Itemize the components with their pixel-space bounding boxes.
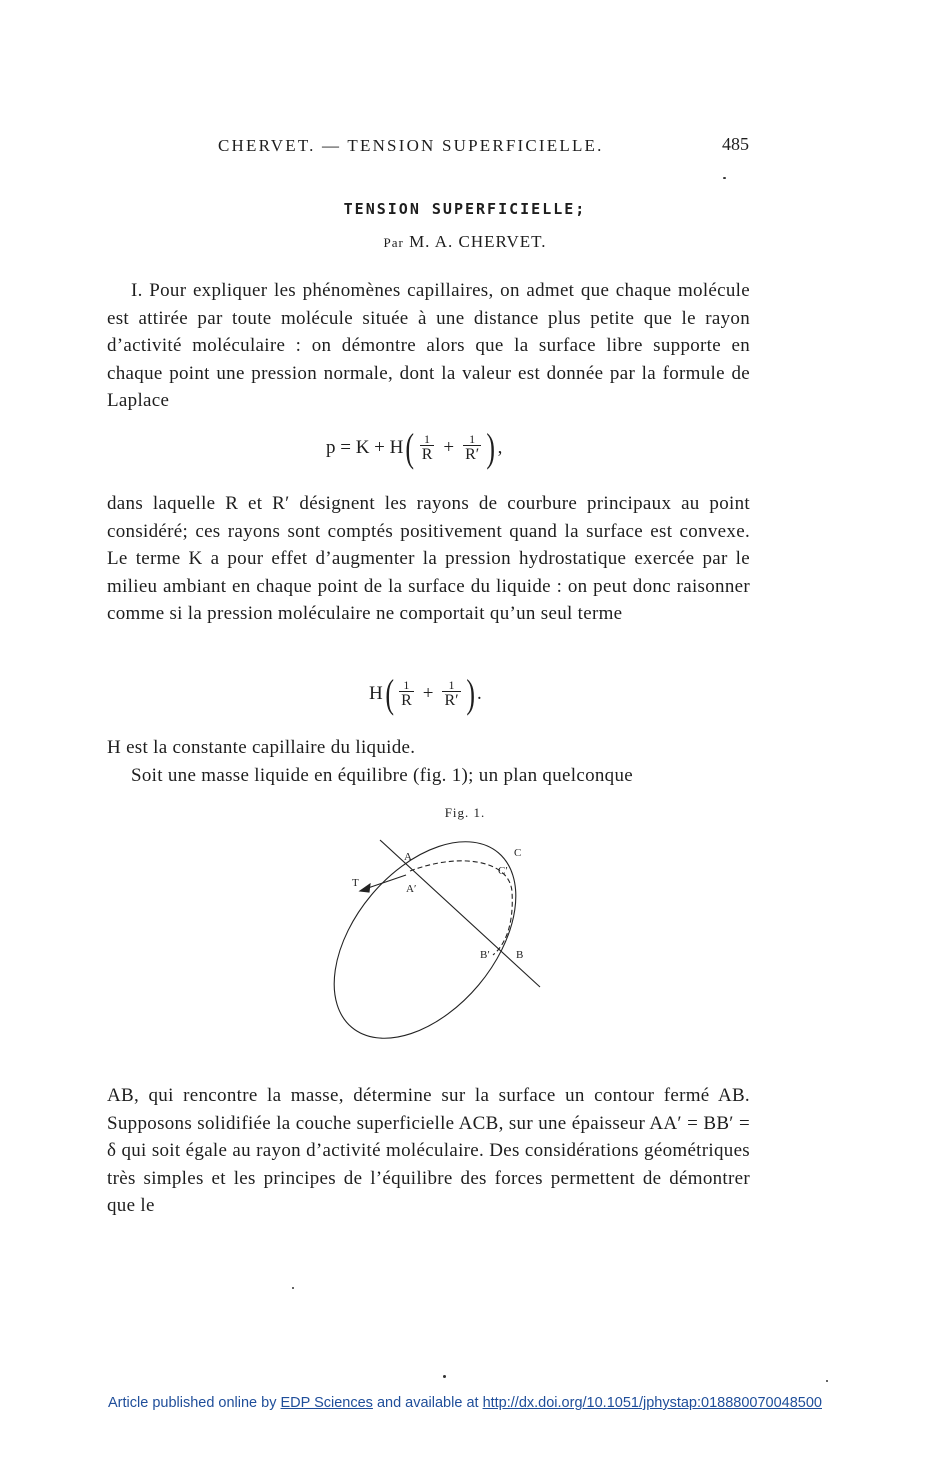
eq1-fraction-1	[420, 433, 435, 463]
scan-speck	[443, 1375, 446, 1378]
running-head: CHERVET. — TENSION SUPERFICIELLE.	[218, 136, 604, 155]
eq2-den1: R	[401, 692, 412, 709]
eq1-num2: 1	[469, 432, 476, 446]
eq2-num1: 1	[403, 678, 410, 692]
paragraph-3: H est la constante capillaire du liquide.	[107, 737, 416, 758]
eq2-lhs: H	[369, 683, 383, 704]
label-B-prime: B′	[480, 949, 490, 961]
eq1-den2: R′	[465, 446, 480, 463]
eq1-lhs: p = K + H	[326, 437, 404, 458]
paragraph-5: AB, qui rencontre la masse, détermine sur la surface un contour fermé AB. Supposons solidifiée la couche superficielle ACB, sur une épaisseur AA′ = BB′ = δ qui soit égale au rayon d’activité moléculaire. Des considérations géométriques très simples et les principes de l’équilibre des forces permettent de démontrer que le	[107, 1085, 750, 1216]
publication-footer	[0, 1395, 930, 1411]
article-title: TENSION SUPERFICIELLE;	[343, 200, 587, 218]
eq2-den2: R′	[444, 692, 459, 709]
scan-speck	[292, 1287, 294, 1289]
label-C-prime: C′	[498, 865, 508, 877]
article-author	[0, 232, 930, 252]
figure-caption: Fig. 1.	[444, 805, 486, 820]
paragraph-1: I. Pour expliquer les phénomènes capillaires, on admet que chaque molécule est attirée par toute molécule située à une distance plus petite que le rayon d’activité moléculaire : on démontre alors que la surface libre supporte en chaque point une pression normale, dont la valeur est donnée par la formule de Laplace	[107, 280, 750, 411]
outer-contour	[298, 830, 552, 1060]
eq2-operator: +	[422, 683, 434, 704]
eq2-num2: 1	[448, 678, 455, 692]
footer-prefix: Article published online by	[108, 1395, 277, 1411]
eq2-open-paren: (	[385, 671, 394, 716]
author-prefix: Par	[383, 235, 404, 250]
eq2-close-paren: )	[465, 671, 475, 716]
author-name: M. A. CHERVET.	[409, 232, 547, 251]
scan-speck	[826, 1380, 828, 1382]
doi-link[interactable]: http://dx.doi.org/10.1051/jphystap:018880070048500	[482, 1395, 822, 1411]
tangent-arrow-head	[360, 884, 370, 892]
label-B: B	[516, 949, 524, 961]
eq2-tail: .	[476, 683, 482, 704]
eq2-fraction-2	[442, 679, 460, 709]
label-A: A	[404, 851, 412, 863]
scan-speck	[723, 177, 726, 179]
eq1-num1: 1	[424, 432, 431, 446]
paragraph-4: Soit une masse liquide en équilibre (fig. 1); un plan quelconque	[131, 765, 634, 786]
laplace-equation	[326, 425, 503, 470]
page-number: 485	[722, 134, 749, 154]
reduced-equation	[369, 671, 482, 716]
eq1-den1: R	[421, 446, 433, 463]
footer-middle: and available at	[376, 1395, 479, 1411]
paragraph-2: dans laquelle R et R′ désignent les rayons de courbure principaux au point considéré; ces rayons sont comptés positivement quand la surface est convexe. Le terme K a pour effet d’augmenter la pression hydrostatique exercée par le milieu ambiant en chaque point de la surface du liquide : on peut donc raisonner comme si la pression moléculaire ne comportait qu’un seul terme	[107, 493, 750, 624]
figure-1-diagram	[290, 830, 570, 1060]
eq1-fraction-2	[463, 433, 481, 463]
inner-contour-acb	[410, 861, 512, 955]
label-T: T	[352, 877, 359, 889]
label-A-prime: A′	[406, 883, 417, 895]
eq1-open-paren: (	[405, 425, 415, 470]
label-C: C	[514, 847, 522, 859]
eq1-close-paren: )	[486, 425, 496, 470]
eq1-tail: ,	[497, 437, 503, 458]
eq1-operator: +	[443, 437, 455, 458]
publisher-link[interactable]: EDP Sciences	[280, 1395, 373, 1411]
eq2-fraction-1	[399, 679, 414, 709]
